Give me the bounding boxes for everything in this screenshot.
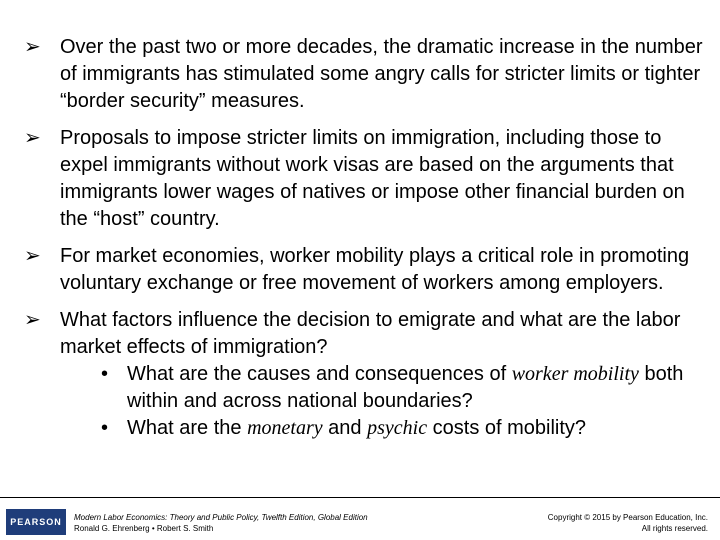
footer-divider xyxy=(0,497,720,498)
bullet-text: For market economies, worker mobility plays a critical role in promoting voluntary exchange or free movement of workers among employers. xyxy=(60,245,690,294)
slide-content xyxy=(24,34,704,442)
rights-line: All rights reserved. xyxy=(641,524,708,533)
arrow-bullet-icon: ➢ xyxy=(24,245,41,267)
bullet-3 xyxy=(24,243,704,297)
bullet-1 xyxy=(24,34,704,115)
arrow-bullet-icon: ➢ xyxy=(24,309,41,331)
emphasis: worker mobility xyxy=(511,363,639,385)
bullet-text: What factors influence the decision to emigrate and what are the labor market effects of immigration? xyxy=(60,309,681,358)
book-title: Modern Labor Economics: Theory and Public Policy, Twelfth Edition, Global Edition xyxy=(74,513,368,522)
pearson-logo: PEARSON xyxy=(6,509,66,535)
copyright xyxy=(548,512,708,534)
copyright-line: Copyright © 2015 by Pearson Education, Inc. xyxy=(547,513,708,522)
dot-bullet-icon: • xyxy=(101,363,109,385)
bullet-text: Over the past two or more decades, the dramatic increase in the number of immigrants has stimulated some angry calls for stricter limits or tighter “border security” measures. xyxy=(60,36,703,112)
sub-bullet-1: • What are the causes and consequences of worker mobility both within and across national boundaries? xyxy=(101,363,684,412)
sub-bullet-2: • What are the monetary and psychic costs of mobility? xyxy=(24,415,704,442)
emphasis: monetary xyxy=(247,417,323,439)
dot-bullet-icon: • xyxy=(101,417,109,439)
bullet-2 xyxy=(24,125,704,233)
bullet-text: Proposals to impose stricter limits on immigration, including those to expel immigrants without work visas are based on the arguments that immigrants lower wages of natives or impose other financial burden on the “host” country. xyxy=(60,127,685,230)
emphasis: psychic xyxy=(367,417,428,439)
book-citation xyxy=(74,512,368,534)
arrow-bullet-icon: ➢ xyxy=(24,36,41,58)
bullet-4 xyxy=(24,307,704,361)
arrow-bullet-icon: ➢ xyxy=(24,127,41,149)
book-authors: Ronald G. Ehrenberg • Robert S. Smith xyxy=(74,524,214,533)
